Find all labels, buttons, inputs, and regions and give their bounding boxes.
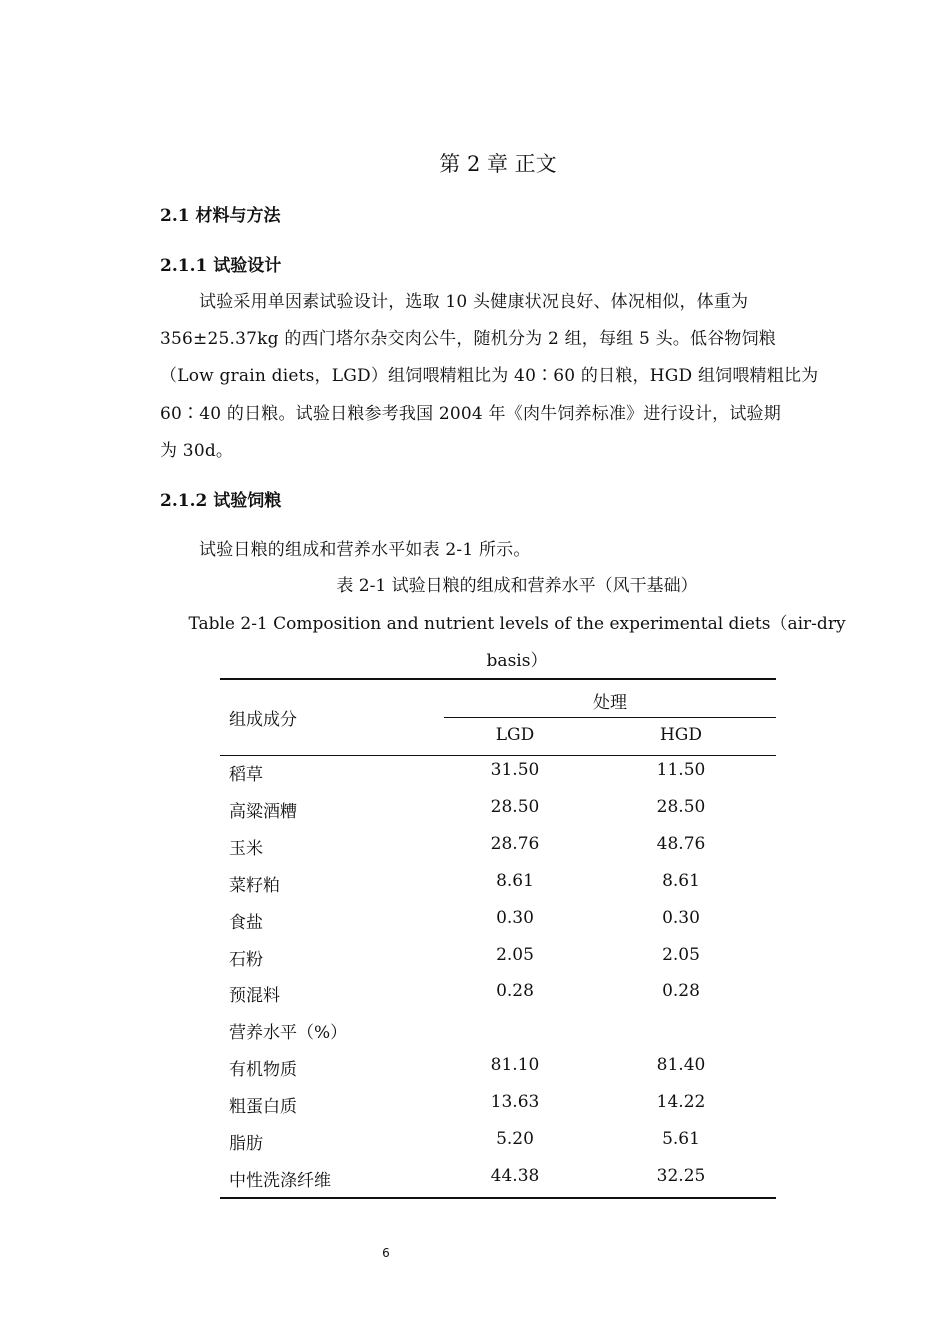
table-cell-hgd: 11.50 (656, 760, 706, 780)
paragraph-line: 试验采用单因素试验设计，选取 10 头健康状况良好、体况相似，体重为 (199, 292, 749, 312)
table-cell-component: 稻草 (229, 765, 263, 785)
table-caption-en-cont: basis） (486, 651, 548, 671)
table-cell-hgd: 32.25 (656, 1166, 706, 1186)
table-cell-lgd: 8.61 (496, 871, 534, 891)
table-cell-component: 有机物质 (229, 1060, 297, 1080)
header-component: 组成成分 (229, 710, 297, 730)
table-cell-hgd: 14.22 (656, 1092, 706, 1112)
table-cell-hgd: 28.50 (656, 797, 706, 817)
table-cell-lgd: 28.76 (490, 834, 540, 854)
table-cell-lgd: 13.63 (490, 1092, 540, 1112)
page-number: 6 (382, 1246, 390, 1260)
paragraph-line: 60∶40 的日粮。试验日粮参考我国 2004 年《肉牛饲养标准》进行设计，试验期 (160, 404, 781, 424)
table-cell-component: 玉米 (229, 839, 263, 859)
paragraph-line: 为 30d。 (160, 441, 234, 461)
header-lgd: LGD (495, 725, 535, 745)
table-caption-en: Table 2-1 Composition and nutrient levels of the experimental diets（air-dry (188, 614, 846, 634)
header-treatment: 处理 (593, 693, 627, 713)
table-cell-lgd: 44.38 (490, 1166, 540, 1186)
paragraph-line: 356±25.37kg 的西门塔尔杂交肉公牛，随机分为 2 组，每组 5 头。低谷物饲粮 (160, 329, 776, 349)
table-top-rule (220, 678, 776, 680)
table-cell-lgd: 0.30 (496, 908, 534, 928)
table-cell-component: 中性洗涤纤维 (229, 1171, 331, 1191)
table-cell-hgd: 2.05 (662, 945, 700, 965)
header-hgd: HGD (659, 725, 703, 745)
table-caption-cn: 表 2-1 试验日粮的组成和营养水平（风干基础） (336, 576, 698, 596)
table-cell-component: 高粱酒糟 (229, 802, 297, 822)
subsection-heading-design: 2.1.1 试验设计 (160, 256, 282, 276)
paragraph-table-intro: 试验日粮的组成和营养水平如表 2-1 所示。 (199, 540, 531, 560)
table-cell-lgd: 5.20 (496, 1129, 534, 1149)
section-heading: 2.1 材料与方法 (160, 206, 281, 226)
header-bottom-rule (220, 755, 776, 756)
table-cell-component: 脂肪 (229, 1134, 263, 1154)
table-cell-component: 食盐 (229, 913, 263, 933)
chapter-title: 第 2 章 正文 (439, 152, 557, 176)
table-cell-hgd: 5.61 (662, 1129, 700, 1149)
table-cell-component: 粗蛋白质 (229, 1097, 297, 1117)
table-cell-component: 石粉 (229, 950, 263, 970)
table-cell-hgd: 0.30 (662, 908, 700, 928)
table-cell-lgd: 2.05 (496, 945, 534, 965)
table-cell-lgd: 31.50 (490, 760, 540, 780)
table-cell-component: 营养水平（%） (229, 1023, 348, 1043)
table-cell-lgd: 81.10 (490, 1055, 540, 1075)
table-cell-component: 预混料 (229, 986, 280, 1006)
table-cell-hgd: 0.28 (662, 981, 700, 1001)
table-cell-lgd: 0.28 (496, 981, 534, 1001)
treatment-underline (444, 717, 776, 718)
table-cell-hgd: 48.76 (656, 834, 706, 854)
table-cell-hgd: 81.40 (656, 1055, 706, 1075)
paragraph-line: （Low grain diets，LGD）组饲喂精粗比为 40∶60 的日粮，HGD 组饲喂精粗比为 (160, 366, 819, 386)
subsection-heading-diets: 2.1.2 试验饲粮 (160, 491, 282, 511)
table-cell-component: 菜籽粕 (229, 876, 280, 896)
table-cell-lgd: 28.50 (490, 797, 540, 817)
table-cell-hgd: 8.61 (662, 871, 700, 891)
table-bottom-rule (220, 1197, 776, 1199)
